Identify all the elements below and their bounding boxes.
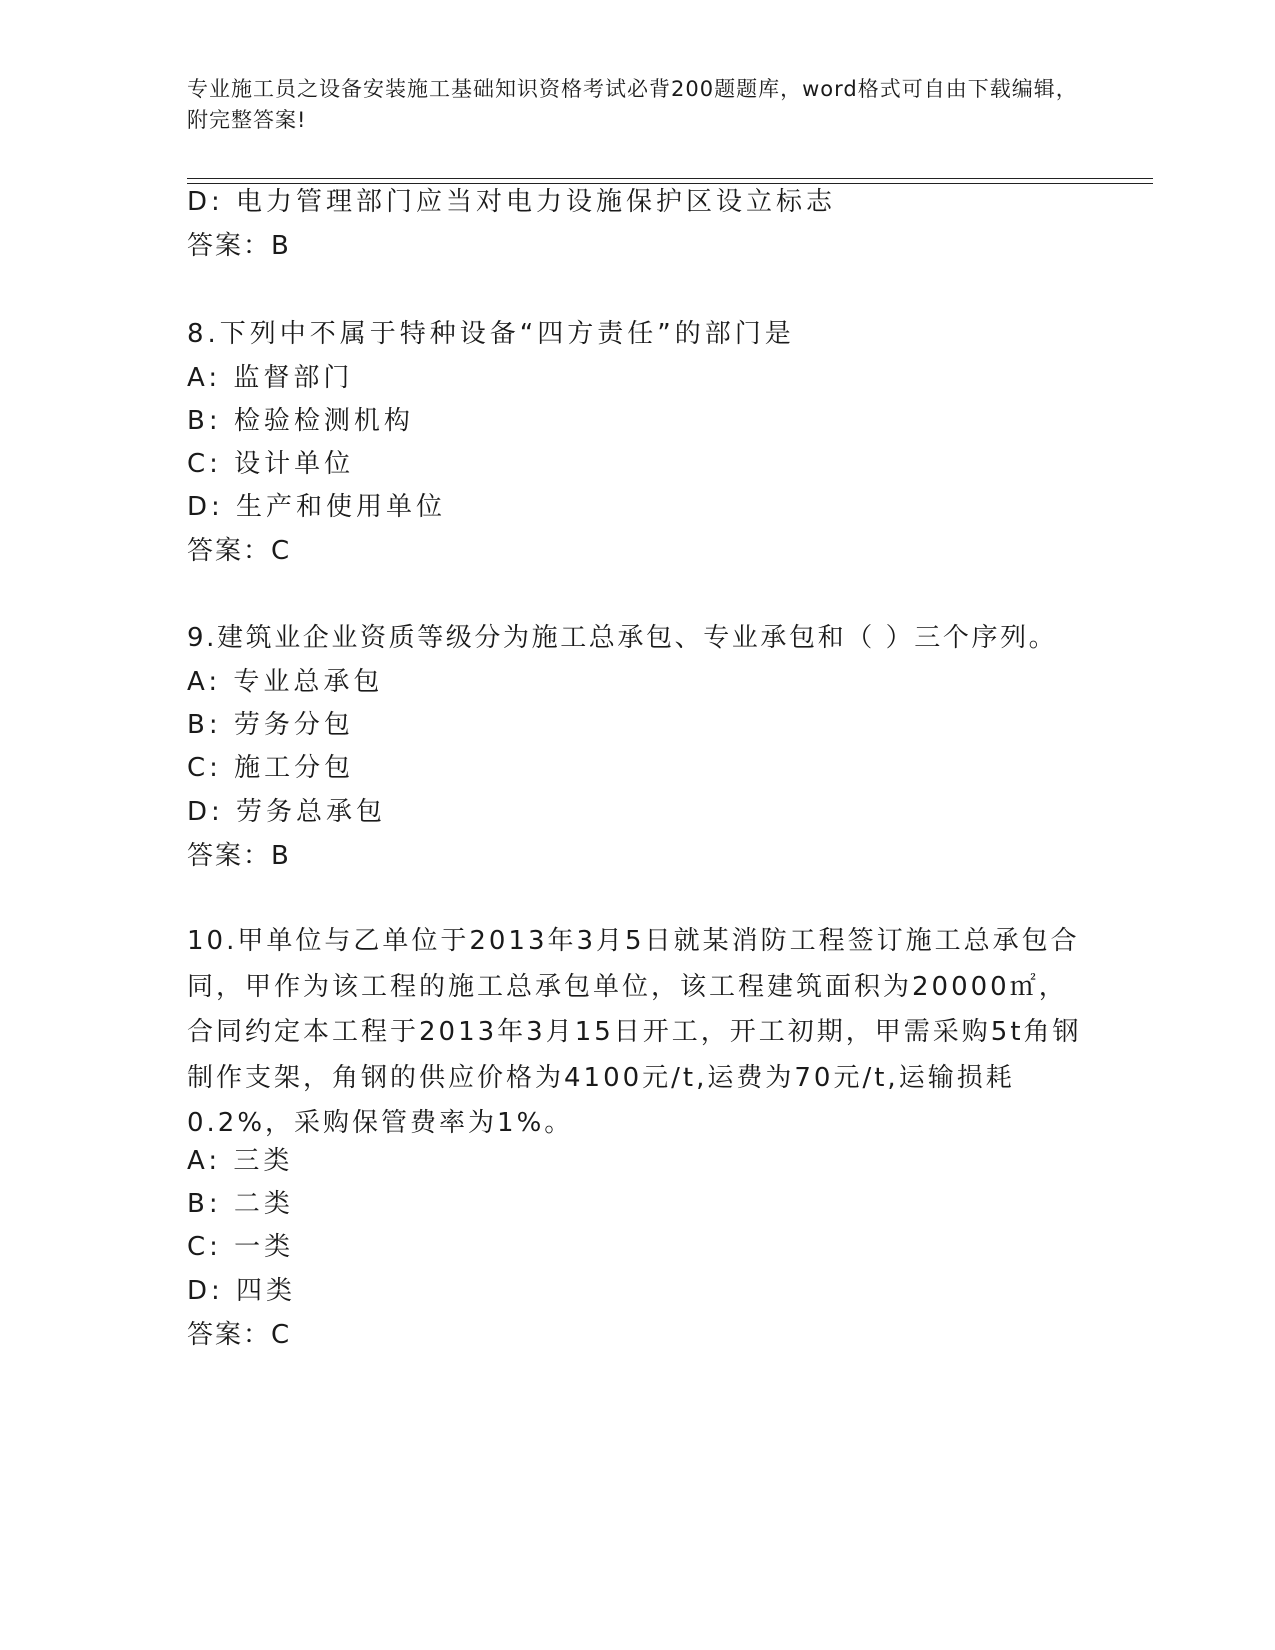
q10-option-c: C: 一类 (187, 1232, 295, 1262)
q8-option-c: C: 设计单位 (187, 449, 355, 479)
q8-question: 8.下列中不属于特种设备“四方责任”的部门是 (187, 319, 795, 349)
q10-question: 10.甲单位与乙单位于2013年3月5日就某消防工程签订施工总承包合同，甲作为该工程的施工总承包单位，该工程建筑面积为20000㎡，合同约定本工程于2013年3月15日开工，开工初期，甲需采购5t角钢制作支架，角钢的供应价格为4100元/t,运费为70元/t,运输损耗0.2%，采购保管费率为1%。 (187, 926, 1082, 1138)
q9-option-b: B: 劳务分包 (187, 710, 354, 740)
header-divider-top (187, 178, 1153, 179)
q7-answer: 答案：B (187, 231, 291, 261)
q8-option-d: D: 生产和使用单位 (187, 492, 447, 522)
q10-option-d: D: 四类 (187, 1276, 297, 1306)
q10-option-a: A: 三类 (187, 1146, 294, 1176)
document-header: 专业施工员之设备安装施工基础知识资格考试必背200题题库，word格式可自由下载编辑，附完整答案! (187, 77, 1078, 132)
q9-answer: 答案：B (187, 841, 291, 871)
q10-answer: 答案：C (187, 1320, 292, 1350)
q8-answer: 答案：C (187, 536, 292, 566)
q9-question: 9.建筑业企业资质等级分为施工总承包、专业承包和（ ）三个序列。 (187, 623, 1058, 653)
q10-option-b: B: 二类 (187, 1189, 294, 1219)
q9-option-d: D: 劳务总承包 (187, 797, 387, 827)
header-divider-bottom (187, 183, 1153, 184)
q9-option-a: A: 专业总承包 (187, 667, 384, 697)
q9-option-c: C: 施工分包 (187, 753, 355, 783)
q8-option-a: A: 监督部门 (187, 363, 354, 393)
q8-option-b: B: 检验检测机构 (187, 406, 414, 436)
q7-option-d: D: 电力管理部门应当对电力设施保护区设立标志 (187, 187, 837, 217)
